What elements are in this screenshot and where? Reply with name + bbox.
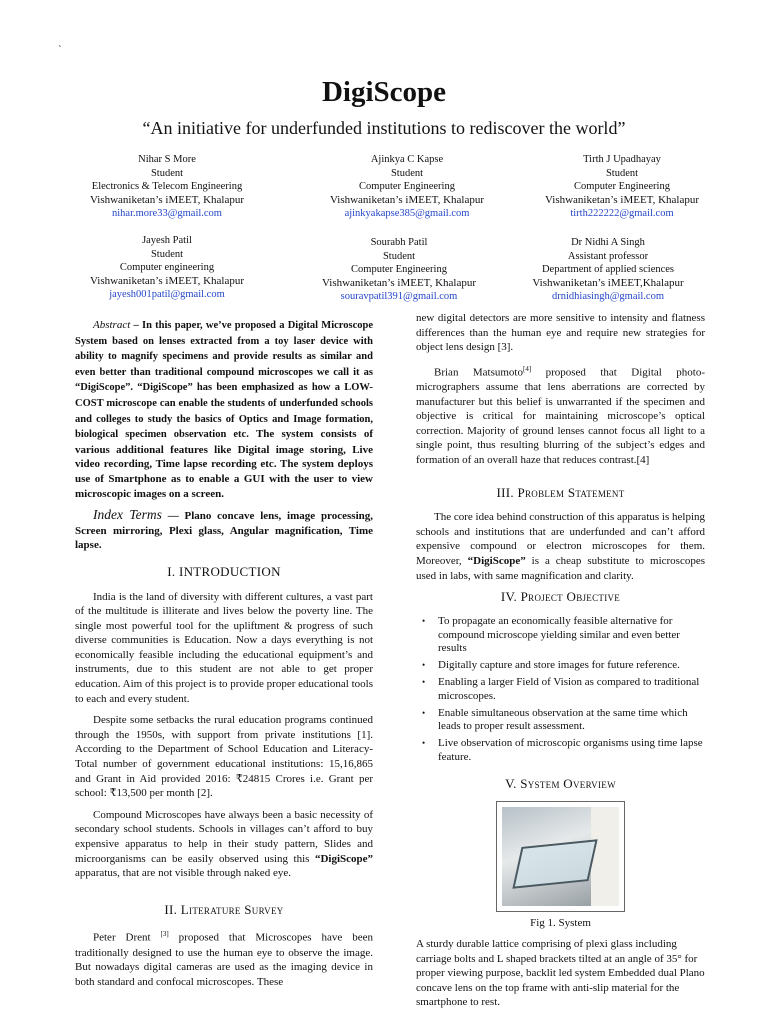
paragraph — [416, 362, 705, 468]
author-institution: Vishwaniketan’s iMEET, Khalapur — [321, 276, 477, 289]
abstract — [75, 318, 373, 501]
author-name: Jayesh Patil — [142, 235, 192, 246]
author-institution: Vishwaniketan’s iMEET, Khalapur — [329, 193, 485, 206]
author-block — [284, 236, 514, 304]
paper-subtitle: “An initiative for underfunded institutions to rediscover the world” — [142, 118, 626, 138]
author-email[interactable]: souravpatil391@gmail.com — [340, 291, 458, 302]
section-heading-introduction: I. INTRODUCTION — [167, 563, 281, 579]
abstract-text: – In this paper, we’ve proposed a Digital Microscope System based on lenses extracted from a toy laser device with ability to magnify specimens and provide results as similar and even better than traditional compound microscopes we call it as “DigiScope”. “DigiScope” has been emphasized as how a LOW-COST microscope can enable the students of underfunded schools and colleges to study the basics of Optics and Image formation, biological specimen observation etc. — [75, 320, 373, 441]
text-run: Brian Matsumoto — [434, 366, 523, 379]
paragraph — [416, 510, 705, 583]
section-heading-problem-statement: III. Problem Statement — [496, 484, 625, 500]
author-name: Ajinkya C Kapse — [370, 154, 444, 165]
paragraph — [75, 927, 373, 989]
plexi-glass-lattice — [512, 840, 597, 890]
abstract-text-continued: The system consists of various additional features like Digital image storing, Live video recording, Time lapse recording etc. The system deploys use of Smartphone as to enable a GUI with the user to view microscopic images on a screen. — [75, 428, 373, 500]
author-name: Dr Nidhi A Singh — [571, 237, 645, 248]
author-name: Sourabh Patil — [370, 237, 428, 248]
text-run: The core idea behind construction of this apparatus is helping schools and institutions that are underfunded and can’t afford expensive compound or electron microscopes for them. Moreover, — [416, 511, 705, 567]
list-item: • Live observation of microscopic organisms using time lapse feature. — [438, 737, 705, 765]
figure-frame — [496, 801, 625, 912]
author-role: Student — [605, 167, 639, 179]
author-email[interactable]: jayesh001patil@gmail.com — [109, 289, 225, 300]
author-dept: Computer engineering — [119, 262, 215, 273]
author-institution: Vishwaniketan’s iMEET, Khalapur — [544, 193, 700, 206]
author-institution: Vishwaniketan’s iMEET, Khalapur — [89, 274, 245, 287]
author-role: Assistant professor — [567, 250, 649, 262]
index-terms-label: Index Terms — [93, 507, 162, 523]
author-dept: Computer Engineering — [574, 181, 670, 192]
objective-list — [416, 615, 705, 765]
product-name: “DigiScope” — [467, 554, 526, 567]
author-role: Student — [150, 167, 184, 179]
citation: [3] — [160, 930, 169, 939]
author-dept: Electronics & Telecom Engineering — [91, 181, 243, 192]
index-terms-text: — Plano concave lens, image processing, Screen mirroring, Plexi glass, Angular magnification, Time lapse. — [75, 510, 373, 552]
author-block — [52, 153, 282, 221]
author-block — [507, 153, 737, 221]
author-block — [52, 234, 282, 302]
author-email[interactable]: drnidhiasingh@gmail.com — [551, 291, 665, 302]
photo-background-wall — [591, 807, 619, 906]
index-terms — [75, 508, 373, 553]
author-email[interactable]: nihar.more33@gmail.com — [112, 208, 222, 219]
list-item: • Digitally capture and store images for future reference. — [438, 659, 705, 673]
paragraph: A sturdy durable lattice comprising of plexi glass including carriage bolts and L shaped brackets tilted at an angle of 35° for proper viewing purpose, backlit led system Embedded dual Plano concave lens on the top frame with anti-slip material for the smartphone to rest. — [416, 937, 705, 1009]
author-name: Tirth J Upadhayay — [583, 154, 661, 165]
abstract-label: Abstract — [93, 319, 131, 331]
right-column — [416, 311, 705, 1017]
paragraph: Despite some setbacks the rural education programs continued through the 1950s, with support from private institutions [1]. According to the Department of School Education and Literacy- Total number of government educational institutions: 15,16,865 and Grant in Aid provided 2016: ₹24815 Crores i.e. Grant per school: ₹13,500 per month [2]. — [75, 714, 373, 800]
list-item: • To propagate an economically feasible alternative for compound microscope yielding similar and even better results — [438, 615, 705, 656]
left-column — [75, 318, 373, 996]
product-name: “DigiScope” — [314, 852, 373, 865]
paragraph — [75, 808, 373, 881]
text-run: proposed that Microscopes have been traditionally designed to use the human eye to observe the image. But nowadays digital cameras are used as the imaging device in both standard and confocal microscopes. These — [75, 932, 373, 988]
paragraph: India is the land of diversity with different cultures, a vast part of the multitude is illiterate and lives below the poverty line. The single most powerful tool for the upliftment & progress of such diverse communities is Education. Now a days everything is not economically feasible including the educational equipment’s and instruments, due to this student are not able to get proper education. Aim of this project is to provide proper educational tools to each and every student. — [75, 590, 373, 705]
paper-title: DigiScope — [321, 76, 447, 108]
system-photo — [502, 807, 619, 906]
author-name: Nihar S More — [138, 154, 196, 165]
author-block — [493, 236, 723, 304]
author-email[interactable]: ajinkyakapse385@gmail.com — [344, 208, 470, 219]
author-block — [292, 153, 522, 221]
section-heading-literature-survey: II. Literature Survey — [164, 901, 284, 917]
author-role: Student — [382, 250, 416, 262]
text-run: is a cheap substitute to microscopes used in labs, with same magnification and clarity. — [416, 554, 705, 582]
list-item: • Enable simultaneous observation at the same time which leads to proper result assessment. — [438, 707, 705, 735]
section-heading-system-overview: V. System Overview — [505, 775, 616, 791]
stray-mark: ` — [58, 44, 62, 56]
text-run: Compound Microscopes have always been a basic necessity of secondary school students. Schools in villages can’t afford to buy expensive apparatus to help in their study pattern, Slides and microorganisms can be easily observed using this — [75, 808, 373, 865]
author-institution: Vishwaniketan’s iMEET,Khalapur — [532, 276, 684, 289]
figure-caption: Fig 1. System — [530, 917, 591, 930]
author-role: Student — [390, 167, 424, 179]
author-dept: Department of applied sciences — [541, 264, 675, 275]
author-dept: Computer Engineering — [359, 181, 455, 192]
author-email[interactable]: tirth222222@gmail.com — [570, 208, 674, 219]
text-run: Peter Drent — [93, 932, 161, 945]
author-role: Student — [150, 248, 184, 260]
author-institution: Vishwaniketan’s iMEET, Khalapur — [89, 193, 245, 206]
text-run: proposed that Digital photo-micrographers assume that lens aberrations are corrected by manufacturer but this belief is unwarranted if the specimen and objective is critical for maintaining microscope’s optical correction. Majority of ground lenses cannot focus all light to a single point, thus resulting blurring of the subject’s edges and formation of an overall haze that reduces contrast.[4] — [416, 366, 706, 466]
author-dept: Computer Engineering — [351, 264, 447, 275]
list-item: • Enabling a larger Field of Vision as compared to traditional microscopes. — [438, 676, 705, 704]
section-heading-project-objective: IV. Project Objective — [500, 589, 621, 605]
text-run: apparatus, that are not visible through naked eye. — [75, 867, 291, 880]
citation: [4] — [523, 364, 532, 373]
paragraph-continued: new digital detectors are more sensitive to intensity and flatness differences than the human eye and require new strategies for object lens design [3]. — [416, 312, 705, 354]
